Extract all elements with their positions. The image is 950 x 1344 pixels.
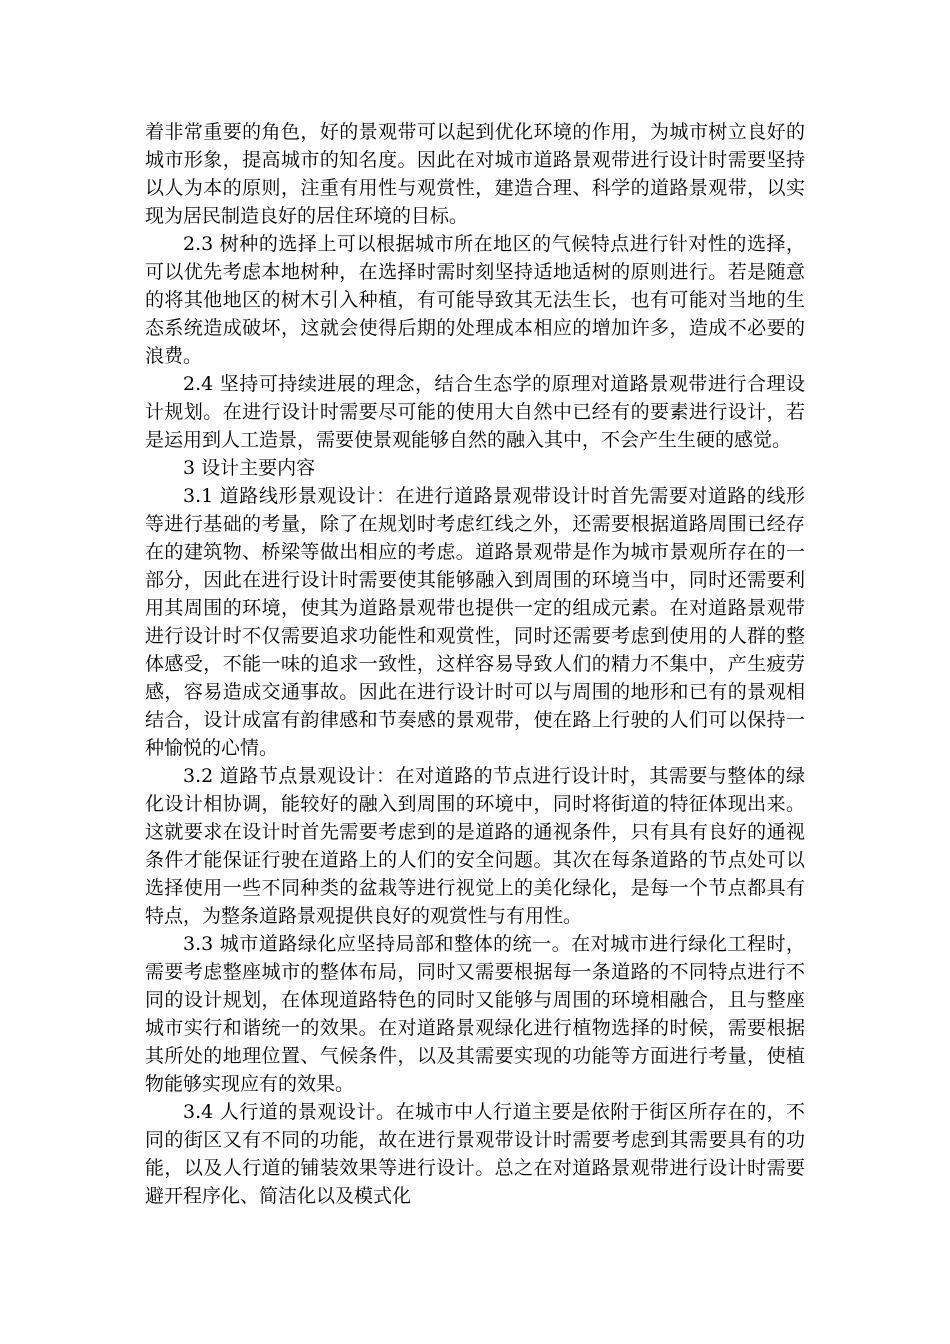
paragraph-3-1-road-alignment: 3.1 道路线形景观设计：在进行道路景观带设计时首先需要对道路的线形等进行基础的考量，除了在规划时考虑红线之外，还需要根据道路周围已经存在的建筑物、桥梁等做出相应的考虑。道路景观带是作为城市景观所存在的一部分，因此在进行设计时需要使其能够融入到周围的环境当中，同时还需要利用其周围的环境，使其为道路景观带也提供一定的组成元素。在对道路景观带进行设计时不仅需要追求功能性和观赏性，同时还需要考虑到使用的人群的整体感受，不能一味的追求一致性，这样容易导致人们的精力不集中，产生疲劳感，容易造成交通事故。因此在进行设计时可以与周围的地形和已有的景观相结合，设计成富有韵律感和节奏感的景观带，使在路上行驶的人们可以保持一种愉悦的心情。 <box>145 485 805 759</box>
paragraph-continuation: 着非常重要的角色，好的景观带可以起到优化环境的作用，为城市树立良好的城市形象，提高城市的知名度。因此在对城市道路景观带进行设计时需要坚持以人为本的原则，注重有用性与观赏性，建造合理、科学的道路景观带，以实现为居民制造良好的居住环境的目标。 <box>145 121 805 227</box>
paragraph-2-4-sustainable: 2.4 坚持可持续进展的理念，结合生态学的原理对道路景观带进行合理设计规划。在进行设计时需要尽可能的使用大自然中已经有的要素进行设计，若是运用到人工造景，需要使景观能够自然的融入其中，不会产生生硬的感觉。 <box>145 373 805 451</box>
paragraph-2-3-tree-species: 2.3 树种的选择上可以根据城市所在地区的气候特点进行针对性的选择，可以优先考虑本地树种，在选择时需时刻坚持适地适树的原则进行。若是随意的将其他地区的树木引入种植，有可能导致其无法生长，也有可能对当地的生态系统造成破坏，这就会使得后期的处理成本相应的增加许多，造成不必要的浪费。 <box>145 233 805 367</box>
section-heading-3: 3 设计主要内容 <box>183 457 316 479</box>
paragraph-3-4-sidewalk: 3.4 人行道的景观设计。在城市中人行道主要是依附于街区所存在的，不同的街区又有不同的功能，故在进行景观带设计时需要考虑到其需要具有的功能，以及人行道的铺装效果等进行设计。总之在对道路景观带进行设计时需要避开程序化、简洁化以及模式化 <box>145 1101 805 1207</box>
document-page <box>145 118 805 1210</box>
paragraph-3-3-greening: 3.3 城市道路绿化应坚持局部和整体的统一。在对城市进行绿化工程时，需要考虑整座城市的整体布局，同时又需要根据每一条道路的不同特点进行不同的设计规划，在体现道路特色的同时又能够与周围的环境相融合，且与整座城市实行和谐统一的效果。在对道路景观绿化进行植物选择的时候，需要根据其所处的地理位置、气候条件，以及其需要实现的功能等方面进行考量，使植物能够实现应有的效果。 <box>145 933 805 1095</box>
paragraph-3-2-road-node: 3.2 道路节点景观设计：在对道路的节点进行设计时，其需要与整体的绿化设计相协调，能较好的融入到周围的环境中，同时将街道的特征体现出来。这就要求在设计时首先需要考虑到的是道路的通视条件，只有具有良好的通视条件才能保证行驶在道路上的人们的安全问题。其次在每条道路的节点处可以选择使用一些不同种类的盆栽等进行视觉上的美化绿化，是每一个节点都具有特点，为整条道路景观提供良好的观赏性与有用性。 <box>145 765 805 927</box>
